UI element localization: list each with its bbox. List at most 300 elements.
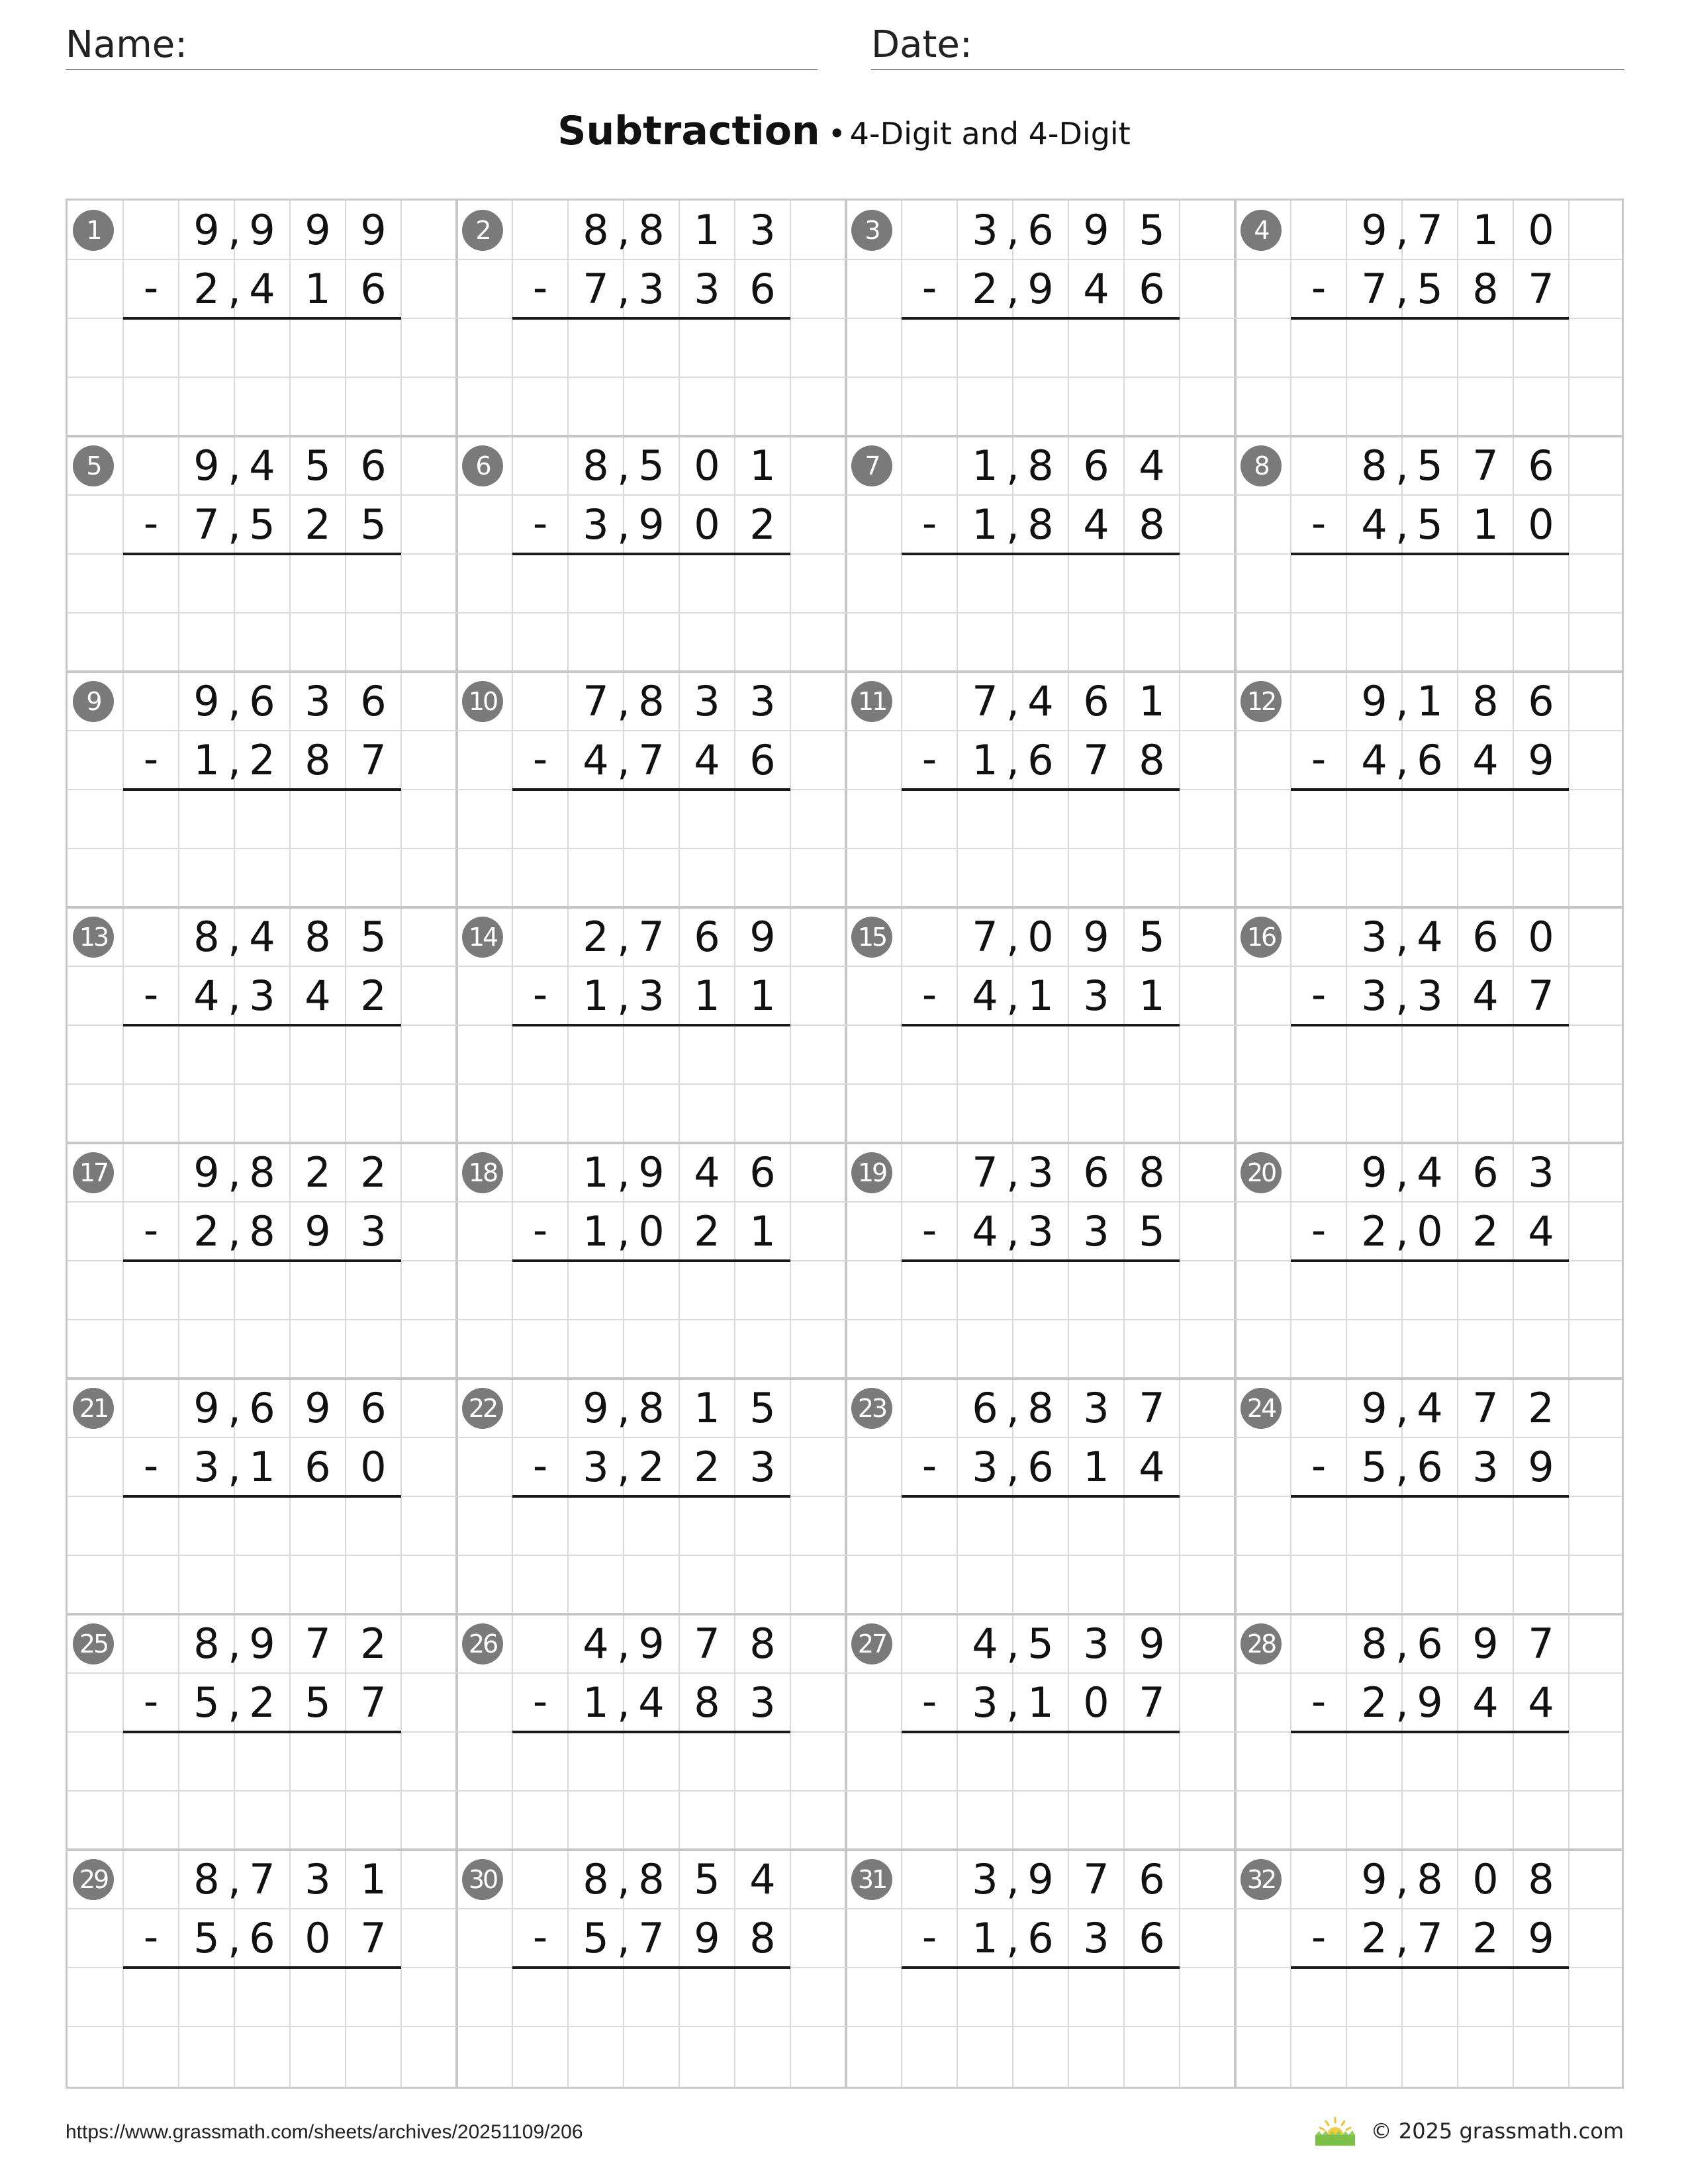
- minuend-digit: 9: [1361, 1384, 1387, 1432]
- subtrahend-digit: 7: [1139, 1678, 1165, 1727]
- sunrise-grass-icon: [1314, 2115, 1356, 2147]
- subtrahend-digit: 5: [193, 1914, 220, 1962]
- subtrahend-digit: 1: [1027, 1678, 1054, 1727]
- minuend-digit: 5: [360, 913, 387, 961]
- subtrahend-digit: 3: [583, 500, 609, 549]
- minuend-digit: 6: [1472, 913, 1499, 961]
- thousands-comma: ,: [617, 1914, 630, 1962]
- subtrahend-digit: 2: [1361, 1678, 1387, 1727]
- minuend-digit: 3: [972, 206, 998, 254]
- worksheet-title: [0, 105, 1688, 167]
- problem-30: [457, 1850, 846, 2086]
- minuend-digit: 3: [1083, 1619, 1109, 1668]
- minus-sign: -: [532, 1441, 548, 1490]
- subtrahend-digit: 5: [1417, 500, 1443, 549]
- problem-25: [68, 1614, 457, 1850]
- problem-number-badge: 17: [73, 1152, 114, 1193]
- thousands-comma: ,: [228, 1914, 241, 1962]
- subtrahend-digit: 8: [749, 1914, 776, 1962]
- minuend-digit: 7: [305, 1619, 331, 1668]
- thousands-comma: ,: [1006, 677, 1019, 725]
- minuend-digit: 8: [583, 206, 609, 254]
- title-separator: •: [827, 116, 846, 152]
- minuend-digit: 8: [1417, 1855, 1443, 1903]
- minus-sign: -: [532, 1206, 548, 1254]
- minus-sign: -: [532, 735, 548, 783]
- subtrahend-digit: 3: [360, 1207, 387, 1255]
- minuend-digit: 9: [193, 441, 220, 490]
- minuend-digit: 7: [1139, 1384, 1165, 1432]
- minuend-digit: 8: [583, 1855, 609, 1903]
- subtrahend-digit: 6: [749, 736, 776, 784]
- problem-20: [1235, 1143, 1624, 1379]
- footer-brand: [1314, 2115, 1624, 2147]
- minuend-digit: 6: [249, 677, 275, 725]
- minuend-digit: 2: [360, 1619, 387, 1668]
- answer-line: [512, 317, 790, 320]
- thousands-comma: ,: [1395, 1443, 1409, 1491]
- minuend-digit: 8: [1472, 677, 1499, 725]
- minuend-digit: 9: [1083, 206, 1109, 254]
- minuend-digit: 9: [1361, 1855, 1387, 1903]
- minuend-digit: 7: [972, 913, 998, 961]
- problem-number-badge: 12: [1241, 681, 1282, 722]
- thousands-comma: ,: [228, 265, 241, 313]
- thousands-comma: ,: [228, 1207, 241, 1255]
- subtrahend-digit: 9: [1417, 1678, 1443, 1727]
- minus-sign: -: [1311, 499, 1327, 547]
- minus-sign: -: [921, 263, 937, 312]
- minus-sign: -: [143, 1441, 159, 1490]
- minuend-digit: 9: [1472, 1619, 1499, 1668]
- subtrahend-digit: 1: [1027, 972, 1054, 1020]
- thousands-comma: ,: [228, 1384, 241, 1432]
- minuend-digit: 7: [249, 1855, 275, 1903]
- problem-31: [846, 1850, 1235, 2086]
- subtrahend-digit: 5: [305, 1678, 331, 1727]
- minuend-digit: 3: [972, 1855, 998, 1903]
- thousands-comma: ,: [1006, 913, 1019, 961]
- minuend-digit: 9: [193, 206, 220, 254]
- subtrahend-digit: 2: [249, 1678, 275, 1727]
- subtrahend-digit: 8: [305, 736, 331, 784]
- subtrahend-digit: 3: [193, 1443, 220, 1491]
- subtrahend-digit: 6: [1417, 1443, 1443, 1491]
- minuend-digit: 9: [583, 1384, 609, 1432]
- problem-number-badge: 18: [462, 1152, 503, 1193]
- thousands-comma: ,: [617, 500, 630, 549]
- thousands-comma: ,: [228, 500, 241, 549]
- minuend-digit: 5: [694, 1855, 720, 1903]
- minuend-digit: 5: [305, 441, 331, 490]
- subtrahend-digit: 1: [749, 1207, 776, 1255]
- answer-line: [512, 1731, 790, 1733]
- subtrahend-digit: 6: [1027, 736, 1054, 784]
- subtrahend-digit: 1: [1472, 500, 1499, 549]
- minuend-digit: 3: [1083, 1384, 1109, 1432]
- subtrahend-digit: 2: [249, 736, 275, 784]
- minuend-digit: 9: [1083, 913, 1109, 961]
- problem-number-badge: 21: [73, 1388, 114, 1429]
- answer-line: [512, 1024, 790, 1026]
- answer-line: [123, 1495, 401, 1498]
- minuend-digit: 6: [249, 1384, 275, 1432]
- problem-number-badge: 10: [462, 681, 503, 722]
- thousands-comma: ,: [228, 206, 241, 254]
- thousands-comma: ,: [1395, 1207, 1409, 1255]
- minuend-digit: 8: [749, 1619, 776, 1668]
- subtrahend-digit: 1: [972, 500, 998, 549]
- subtrahend-digit: 7: [638, 1914, 665, 1962]
- minuend-digit: 5: [638, 441, 665, 490]
- subtrahend-digit: 8: [1139, 500, 1165, 549]
- subtrahend-digit: 4: [1472, 1678, 1499, 1727]
- minus-sign: -: [921, 499, 937, 547]
- minuend-digit: 8: [1528, 1855, 1554, 1903]
- thousands-comma: ,: [1006, 1855, 1019, 1903]
- subtrahend-digit: 3: [1472, 1443, 1499, 1491]
- subtrahend-digit: 3: [972, 1678, 998, 1727]
- subtrahend-digit: 2: [694, 1207, 720, 1255]
- minuend-digit: 6: [360, 441, 387, 490]
- minuend-digit: 8: [193, 1855, 220, 1903]
- problem-29: [68, 1850, 457, 2086]
- problem-8: [1235, 436, 1624, 672]
- problem-number-badge: 19: [851, 1152, 892, 1193]
- minuend-digit: 4: [1417, 1384, 1443, 1432]
- minus-sign: -: [921, 1206, 937, 1254]
- thousands-comma: ,: [617, 913, 630, 961]
- name-field[interactable]: [66, 21, 818, 70]
- thousands-comma: ,: [1395, 1678, 1409, 1727]
- thousands-comma: ,: [617, 1855, 630, 1903]
- subtrahend-digit: 3: [638, 265, 665, 313]
- thousands-comma: ,: [1006, 265, 1019, 313]
- minus-sign: -: [143, 1206, 159, 1254]
- thousands-comma: ,: [617, 265, 630, 313]
- subtrahend-digit: 9: [638, 500, 665, 549]
- thousands-comma: ,: [617, 1207, 630, 1255]
- subtrahend-digit: 0: [638, 1207, 665, 1255]
- minuend-digit: 8: [193, 913, 220, 961]
- title-subtitle: 4-Digit and 4-Digit: [849, 116, 1131, 152]
- minuend-digit: 8: [1361, 1619, 1387, 1668]
- thousands-comma: ,: [228, 913, 241, 961]
- minuend-digit: 8: [1027, 1384, 1054, 1432]
- subtrahend-digit: 7: [360, 736, 387, 784]
- subtrahend-digit: 4: [193, 972, 220, 1020]
- minuend-digit: 3: [749, 677, 776, 725]
- minuend-digit: 7: [1528, 1619, 1554, 1668]
- minuend-digit: 0: [1528, 206, 1554, 254]
- answer-line: [1291, 1259, 1569, 1262]
- minuend-digit: 8: [638, 1855, 665, 1903]
- thousands-comma: ,: [1006, 972, 1019, 1020]
- subtrahend-digit: 1: [749, 972, 776, 1020]
- minuend-digit: 9: [193, 1148, 220, 1197]
- minuend-digit: 3: [305, 677, 331, 725]
- minus-sign: -: [143, 499, 159, 547]
- problem-number-badge: 11: [851, 681, 892, 722]
- minus-sign: -: [143, 735, 159, 783]
- minuend-digit: 3: [1361, 913, 1387, 961]
- minuend-digit: 0: [1528, 913, 1554, 961]
- problem-23: [846, 1379, 1235, 1615]
- minuend-digit: 7: [638, 913, 665, 961]
- subtrahend-digit: 1: [583, 1678, 609, 1727]
- minus-sign: -: [921, 1913, 937, 1961]
- subtrahend-digit: 1: [305, 265, 331, 313]
- minuend-digit: 9: [749, 913, 776, 961]
- problem-number-badge: 4: [1241, 210, 1282, 251]
- answer-line: [1291, 1731, 1569, 1733]
- minus-sign: -: [921, 1441, 937, 1490]
- problem-number-badge: 8: [1241, 445, 1282, 486]
- subtrahend-digit: 5: [1417, 265, 1443, 313]
- thousands-comma: ,: [228, 1855, 241, 1903]
- subtrahend-digit: 9: [1528, 1443, 1554, 1491]
- problem-4: [1235, 201, 1624, 437]
- minuend-digit: 7: [1417, 206, 1443, 254]
- subtrahend-digit: 5: [1139, 1207, 1165, 1255]
- minuend-digit: 6: [1083, 677, 1109, 725]
- subtrahend-digit: 7: [583, 265, 609, 313]
- thousands-comma: ,: [617, 972, 630, 1020]
- minus-sign: -: [532, 1913, 548, 1961]
- problem-17: [68, 1143, 457, 1379]
- minuend-digit: 8: [638, 206, 665, 254]
- subtrahend-digit: 8: [1472, 265, 1499, 313]
- subtrahend-digit: 4: [1528, 1678, 1554, 1727]
- subtrahend-digit: 3: [1083, 1914, 1109, 1962]
- problem-32: [1235, 1850, 1624, 2086]
- problem-27: [846, 1614, 1235, 1850]
- subtrahend-digit: 3: [638, 972, 665, 1020]
- problem-number-badge: 31: [851, 1859, 892, 1900]
- problem-number-badge: 3: [851, 210, 892, 251]
- subtrahend-digit: 6: [749, 265, 776, 313]
- subtrahend-digit: 6: [1417, 736, 1443, 784]
- problem-22: [457, 1379, 846, 1615]
- subtrahend-digit: 4: [972, 1207, 998, 1255]
- problem-28: [1235, 1614, 1624, 1850]
- problem-9: [68, 672, 457, 908]
- answer-line: [902, 1731, 1180, 1733]
- date-label: Date:: [871, 23, 972, 66]
- minuend-digit: 7: [972, 1148, 998, 1197]
- subtrahend-digit: 1: [583, 972, 609, 1020]
- subtrahend-digit: 3: [583, 1443, 609, 1491]
- minuend-digit: 9: [1361, 206, 1387, 254]
- minuend-digit: 2: [305, 1148, 331, 1197]
- subtrahend-digit: 7: [1417, 1914, 1443, 1962]
- footer-copyright: © 2025 grassmath.com: [1370, 2118, 1624, 2144]
- problem-19: [846, 1143, 1235, 1379]
- minuend-digit: 0: [1027, 913, 1054, 961]
- minuend-digit: 9: [638, 1619, 665, 1668]
- minuend-digit: 3: [694, 677, 720, 725]
- subtrahend-digit: 1: [972, 1914, 998, 1962]
- minuend-digit: 6: [1472, 1148, 1499, 1197]
- answer-line: [123, 317, 401, 320]
- minuend-digit: 1: [972, 441, 998, 490]
- minuend-digit: 4: [249, 441, 275, 490]
- subtrahend-digit: 5: [360, 500, 387, 549]
- minuend-digit: 5: [1027, 1619, 1054, 1668]
- subtrahend-digit: 2: [638, 1443, 665, 1491]
- answer-line: [1291, 1024, 1569, 1026]
- answer-line: [902, 1495, 1180, 1498]
- minuend-digit: 8: [305, 913, 331, 961]
- minuend-digit: 2: [360, 1148, 387, 1197]
- minuend-digit: 7: [1083, 1855, 1109, 1903]
- subtrahend-digit: 3: [1417, 972, 1443, 1020]
- thousands-comma: ,: [617, 1678, 630, 1727]
- minuend-digit: 7: [972, 677, 998, 725]
- minuend-digit: 9: [638, 1148, 665, 1197]
- problem-number-badge: 30: [462, 1859, 503, 1900]
- minus-sign: -: [532, 970, 548, 1019]
- thousands-comma: ,: [1006, 206, 1019, 254]
- thousands-comma: ,: [1395, 1384, 1409, 1432]
- minus-sign: -: [143, 970, 159, 1019]
- minuend-digit: 4: [694, 1148, 720, 1197]
- subtrahend-digit: 2: [193, 265, 220, 313]
- minus-sign: -: [921, 735, 937, 783]
- thousands-comma: ,: [1006, 1443, 1019, 1491]
- subtrahend-digit: 4: [583, 736, 609, 784]
- minuend-digit: 4: [972, 1619, 998, 1668]
- answer-line: [123, 1024, 401, 1026]
- subtrahend-digit: 9: [305, 1207, 331, 1255]
- thousands-comma: ,: [1006, 736, 1019, 784]
- subtrahend-digit: 1: [972, 736, 998, 784]
- minuend-digit: 5: [1417, 441, 1443, 490]
- subtrahend-digit: 3: [749, 1678, 776, 1727]
- minus-sign: -: [1311, 263, 1327, 312]
- minuend-digit: 7: [1472, 441, 1499, 490]
- answer-line: [512, 1259, 790, 1262]
- thousands-comma: ,: [1006, 1914, 1019, 1962]
- subtrahend-digit: 2: [749, 500, 776, 549]
- subtrahend-digit: 0: [1417, 1207, 1443, 1255]
- thousands-comma: ,: [1395, 677, 1409, 725]
- answer-line: [902, 1966, 1180, 1969]
- subtrahend-digit: 1: [1139, 972, 1165, 1020]
- minuend-digit: 7: [583, 677, 609, 725]
- minuend-digit: 1: [694, 206, 720, 254]
- thousands-comma: ,: [1395, 1855, 1409, 1903]
- minuend-digit: 1: [1139, 677, 1165, 725]
- subtrahend-digit: 2: [1472, 1207, 1499, 1255]
- problem-number-badge: 14: [462, 917, 503, 958]
- problem-13: [68, 907, 457, 1144]
- minuend-digit: 6: [1528, 677, 1554, 725]
- subtrahend-digit: 5: [583, 1914, 609, 1962]
- subtrahend-digit: 4: [1083, 265, 1109, 313]
- answer-line: [512, 788, 790, 791]
- minuend-digit: 9: [249, 1619, 275, 1668]
- name-label: Name:: [66, 23, 188, 66]
- subtrahend-digit: 1: [249, 1443, 275, 1491]
- problem-11: [846, 672, 1235, 908]
- subtrahend-digit: 8: [249, 1207, 275, 1255]
- minuend-digit: 9: [305, 206, 331, 254]
- minuend-digit: 6: [360, 677, 387, 725]
- subtrahend-digit: 3: [749, 1443, 776, 1491]
- minuend-digit: 2: [1528, 1384, 1554, 1432]
- problem-number-badge: 26: [462, 1623, 503, 1664]
- subtrahend-digit: 0: [360, 1443, 387, 1491]
- problem-number-badge: 2: [462, 210, 503, 251]
- problem-number-badge: 6: [462, 445, 503, 486]
- minuend-digit: 8: [638, 1384, 665, 1432]
- thousands-comma: ,: [1006, 1148, 1019, 1197]
- thousands-comma: ,: [617, 1443, 630, 1491]
- answer-line: [123, 1966, 401, 1969]
- thousands-comma: ,: [1006, 1384, 1019, 1432]
- date-field[interactable]: [871, 21, 1624, 70]
- thousands-comma: ,: [617, 441, 630, 490]
- minuend-digit: 9: [1361, 677, 1387, 725]
- title-main: Subtraction: [557, 108, 820, 154]
- subtrahend-digit: 7: [193, 500, 220, 549]
- subtrahend-digit: 4: [1472, 736, 1499, 784]
- problem-2: [457, 201, 846, 437]
- problem-21: [68, 1379, 457, 1615]
- problem-grid: [66, 199, 1624, 2089]
- problem-number-badge: 7: [851, 445, 892, 486]
- subtrahend-digit: 4: [1139, 1443, 1165, 1491]
- problem-5: [68, 436, 457, 672]
- subtrahend-digit: 4: [1472, 972, 1499, 1020]
- problem-number-badge: 16: [1241, 917, 1282, 958]
- answer-line: [902, 317, 1180, 320]
- minuend-digit: 6: [1027, 206, 1054, 254]
- subtrahend-digit: 3: [1027, 1207, 1054, 1255]
- minuend-digit: 9: [305, 1384, 331, 1432]
- subtrahend-digit: 0: [1528, 500, 1554, 549]
- subtrahend-digit: 7: [360, 1914, 387, 1962]
- subtrahend-digit: 9: [1027, 265, 1054, 313]
- subtrahend-digit: 1: [1083, 1443, 1109, 1491]
- minuend-digit: 1: [1417, 677, 1443, 725]
- subtrahend-digit: 5: [1361, 1443, 1387, 1491]
- thousands-comma: ,: [228, 677, 241, 725]
- thousands-comma: ,: [1395, 265, 1409, 313]
- thousands-comma: ,: [617, 677, 630, 725]
- minuend-digit: 4: [249, 913, 275, 961]
- minus-sign: -: [532, 1677, 548, 1725]
- minuend-digit: 9: [1027, 1855, 1054, 1903]
- thousands-comma: ,: [1006, 500, 1019, 549]
- subtrahend-digit: 4: [249, 265, 275, 313]
- thousands-comma: ,: [617, 1384, 630, 1432]
- minuend-digit: 8: [583, 441, 609, 490]
- subtrahend-digit: 7: [1361, 265, 1387, 313]
- answer-line: [1291, 788, 1569, 791]
- minus-sign: -: [921, 970, 937, 1019]
- answer-line: [123, 1731, 401, 1733]
- subtrahend-digit: 1: [193, 736, 220, 784]
- problem-1: [68, 201, 457, 437]
- problem-6: [457, 436, 846, 672]
- minuend-digit: 4: [1139, 441, 1165, 490]
- minuend-digit: 6: [360, 1384, 387, 1432]
- subtrahend-digit: 7: [360, 1678, 387, 1727]
- minuend-digit: 1: [749, 441, 776, 490]
- problem-number-badge: 15: [851, 917, 892, 958]
